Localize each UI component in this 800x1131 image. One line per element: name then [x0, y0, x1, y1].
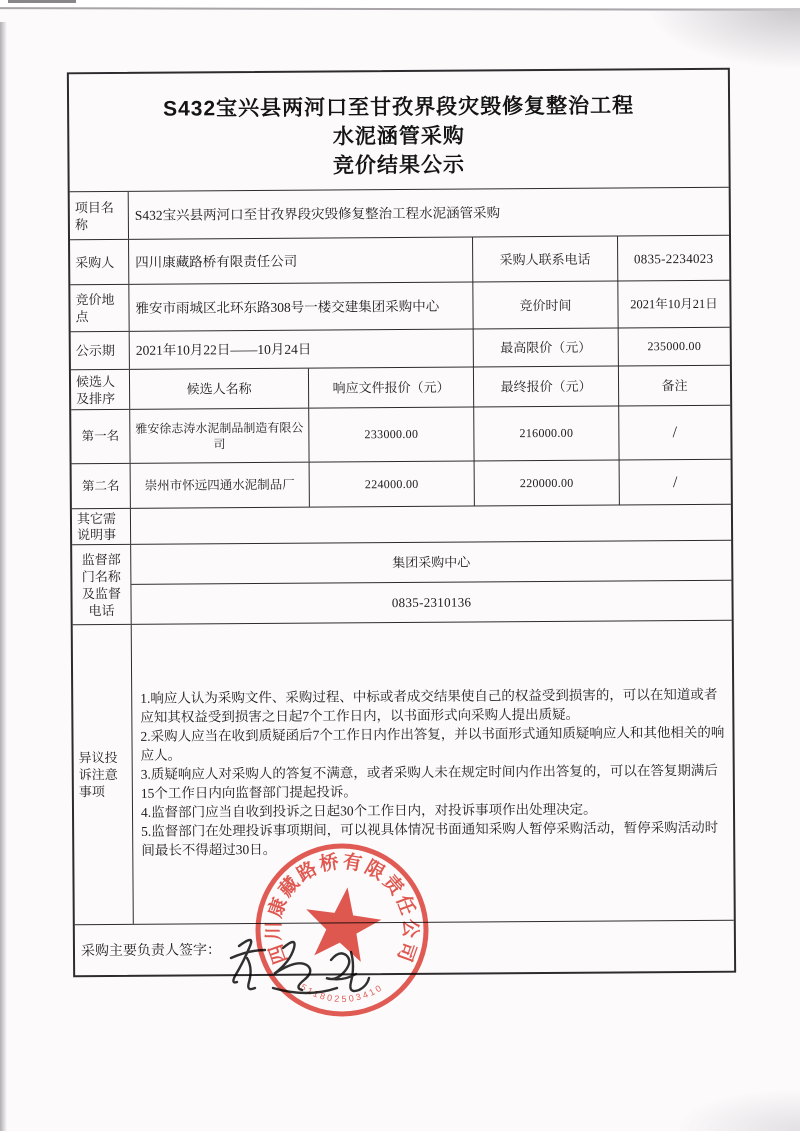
- objection-label: 异议投 诉注意 事项: [73, 625, 134, 924]
- signature-label: 采购主要负责人签字：: [80, 942, 222, 959]
- supervision-label: 监督部 门名称 及监督 电话: [72, 545, 132, 624]
- candidate-1-rank: 第一名: [71, 410, 130, 463]
- candidate-2-rank: 第二名: [72, 464, 131, 508]
- location-value: 雅安市雨城区北环东路308号一楼交建集团采购中心: [129, 282, 473, 330]
- title-line-2: 水泥涵管采购: [332, 124, 465, 149]
- candidates-header-row: [71, 366, 730, 411]
- supervision-phone: 0835-2310136: [391, 594, 472, 611]
- candidates-rank-label: 候选人 及排序: [71, 370, 130, 409]
- candidate-2-doc-price: 224000.00: [310, 461, 475, 506]
- candidate-row-1: [71, 406, 730, 465]
- candidate-1-final-price: 216000.00: [474, 406, 619, 460]
- stamp-serial-number: 511802503410: [298, 981, 386, 1005]
- bidding-time-value: 2021年10月21日: [630, 296, 718, 311]
- bidding-time-label: 竞价时间: [473, 281, 618, 328]
- stamp-company-name: 四川康藏路桥有限责任公司: [263, 851, 421, 967]
- purchaser-row: [70, 236, 729, 286]
- handwritten-signature: [213, 918, 413, 1008]
- location-label: 竞价地 点: [70, 285, 129, 331]
- supervision-row: [72, 541, 732, 626]
- max-price-label: 最高限价（元）: [474, 328, 619, 366]
- candidate-name-header: 候选人名称: [130, 369, 309, 409]
- title-line-1: S432宝兴县两河口至甘孜界段灾毁修复整治工程: [162, 94, 635, 121]
- purchaser-label: 采购人: [70, 240, 129, 284]
- candidate-2-name: 崇州市怀远四通水泥制品厂: [131, 463, 310, 508]
- supervision-content: [131, 541, 732, 624]
- purchaser-phone-label: 采购人联系电话: [473, 236, 618, 281]
- document-title: [69, 70, 729, 192]
- supervision-dept: 集团采购中心: [131, 541, 731, 585]
- publicity-period-row: [71, 328, 730, 371]
- max-price-value: 235000.00: [647, 338, 702, 354]
- project-name-row: [70, 188, 729, 241]
- paper-left-shadow: [0, 22, 7, 1131]
- candidate-1-name: 雅安徐志涛水泥制品制造有限公司: [130, 409, 309, 463]
- doc-price-header: 响应文件报价（元）: [309, 367, 474, 407]
- title-row: [69, 70, 729, 193]
- purchaser-phone-value: 0835-2234023: [633, 250, 714, 266]
- candidate-2-final-price: 220000.00: [475, 460, 620, 505]
- scan-artifact-mark: [8, 0, 76, 3]
- objection-text: 1.响应人认为采购文件、采购过程、中标或者成交结果使自己的权益受到损害的，可以在知道或者应知其权益受到损害之日起7个工作日内，以书面形式向采购人提出质疑。 2.采购人应当在收到质疑函后7个工作日内作出答复，并以书面形式通知质疑响应人和其他相关的响应人。 3.质疑响应人对采购人的答复不满意，或者采购人未在规定时间内作出答复的，可以在答复期满后15个工作日内向监督部门提起投诉。 4.监督部门应当自收到投诉之日起30个工作日内，对投诉事项作出处理决定。 5.监督部门在处理投诉事项期间，可以视具体情况书面通知采购人暂停采购活动，暂停采购活动时间最长不得超过30日。: [140, 686, 725, 858]
- final-price-header: 最终报价（元）: [474, 366, 619, 406]
- project-name-label: 项目名 称: [70, 192, 129, 239]
- other-notes-label: 其它需 说明事: [72, 509, 131, 544]
- candidate-row-2: [72, 460, 731, 510]
- other-notes-row: [72, 505, 731, 546]
- title-line-3: 竞价结果公示: [332, 153, 466, 178]
- bidding-location-row: [70, 281, 729, 333]
- paper-bottom-shadow: [680, 1091, 800, 1131]
- publicity-value: 2021年10月22日——10月24日: [130, 329, 474, 368]
- purchaser-value: 四川康藏路桥有限责任公司: [129, 237, 473, 283]
- candidate-2-remark: /: [672, 473, 678, 491]
- remark-header: 备注: [661, 377, 688, 394]
- other-notes-value: [131, 505, 731, 544]
- candidate-1-doc-price: 233000.00: [309, 407, 474, 461]
- paper-corner-shadow: [650, 8, 800, 68]
- candidate-1-remark: /: [672, 424, 678, 442]
- project-name-value: S432宝兴县两河口至甘孜界段灾毁修复整治工程水泥涵管采购: [134, 205, 501, 223]
- publicity-label: 公示期: [71, 332, 130, 369]
